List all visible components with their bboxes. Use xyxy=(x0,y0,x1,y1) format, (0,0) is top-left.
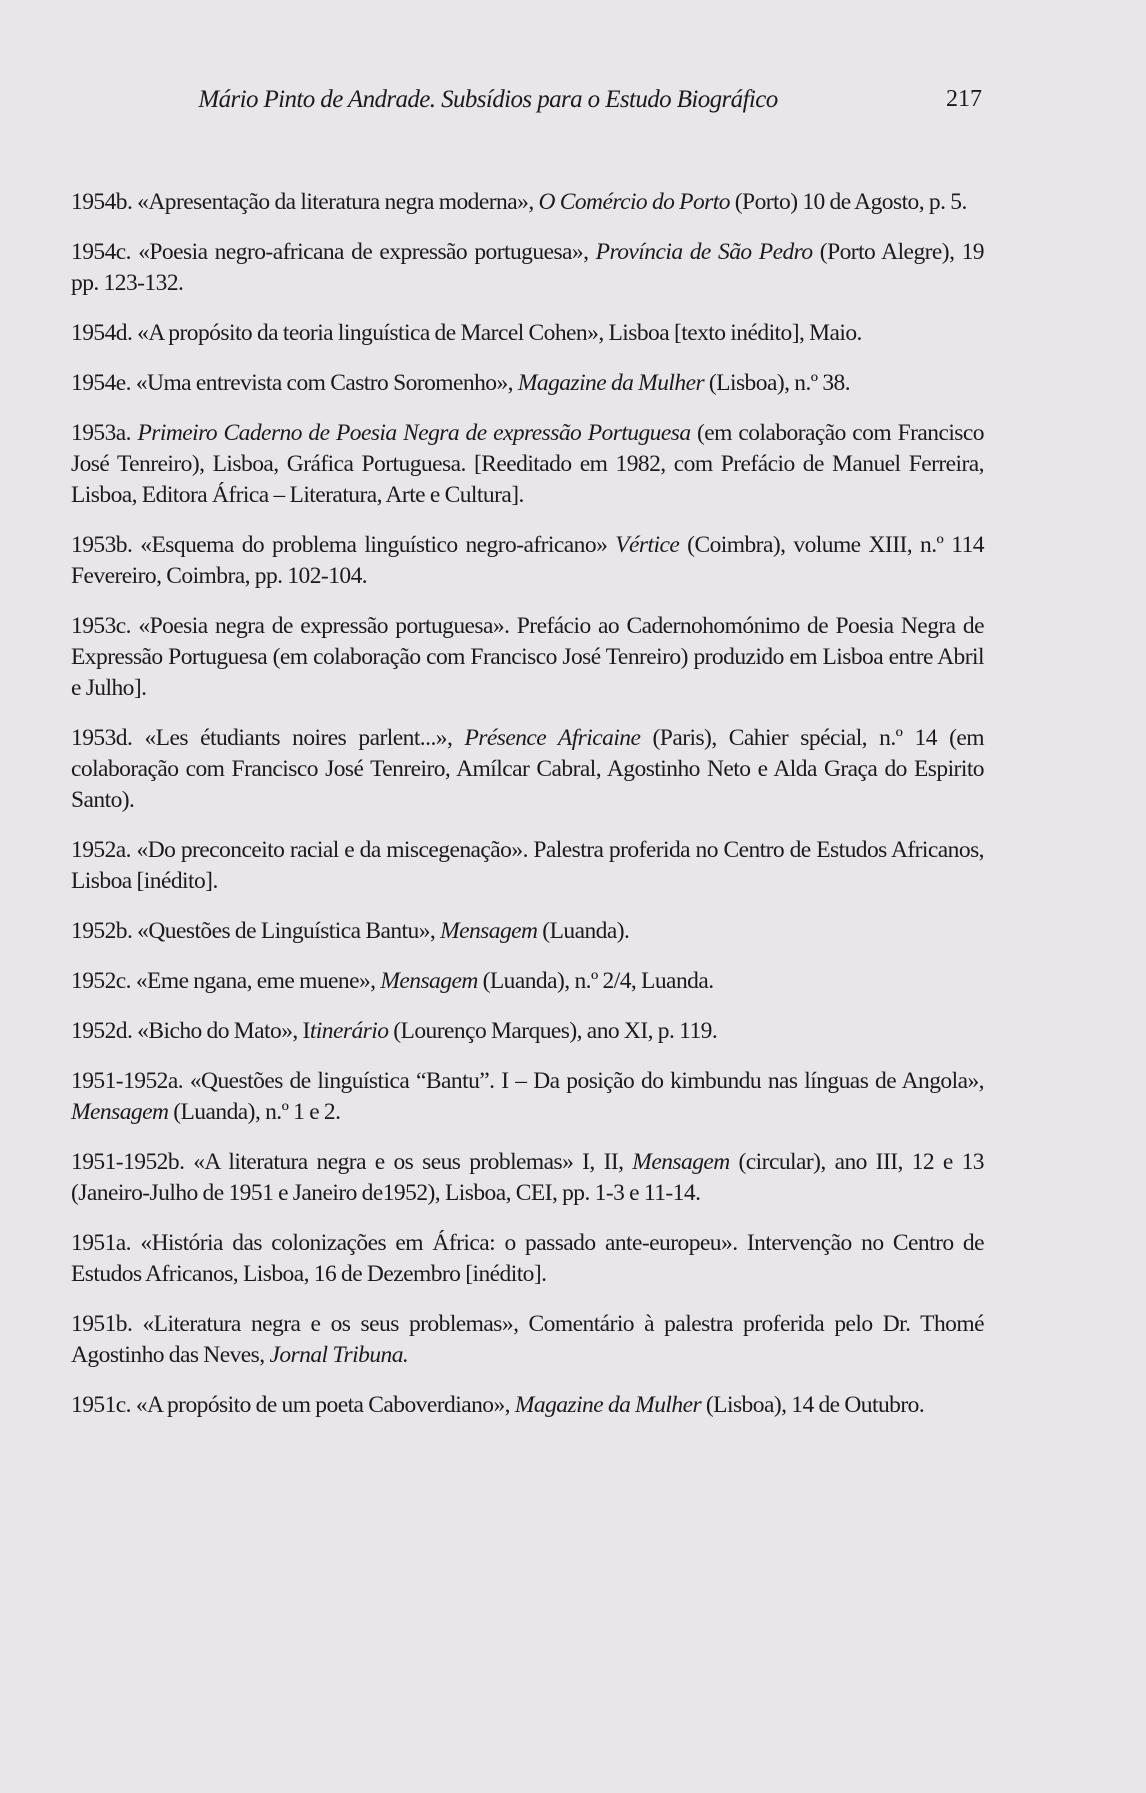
bibliography-entry xyxy=(71,966,984,997)
entry-text: 1952c. «Eme ngana, eme muene», xyxy=(71,968,381,994)
entry-text: 1951-1952b. «A literatura negra e os seus problemas» I, II, xyxy=(71,1149,633,1175)
entry-title-italic: Magazine da Mulher xyxy=(517,370,705,396)
entry-text: 1954b. «Apresentação da literatura negra moderna», xyxy=(71,189,539,215)
entry-text: (Lisboa), 14 de Outubro. xyxy=(701,1392,925,1418)
entry-title-italic: Mensagem xyxy=(380,968,478,994)
entry-text: 1951-1952a. «Questões de linguística “Bantu”. I – Da posição do kimbundu nas línguas de Angola», xyxy=(71,1068,984,1094)
entry-text: (em colaboração com Francisco José Tenreiro), Lisboa, Gráfica Portuguesa. [Reeditado em 1982, com Prefácio de Manuel Ferreira, Lisboa, Editora África – Literatura, Arte e Cultura]. xyxy=(71,420,984,508)
bibliography-entry xyxy=(71,1147,984,1209)
bibliography-entry xyxy=(71,1066,984,1128)
bibliography-entry xyxy=(71,611,984,704)
entry-text: 1952a. «Do preconceito racial e da miscegenação». Palestra proferida no Centro de Estudos Africanos, Lisboa [inédito]. xyxy=(71,837,984,894)
entry-text: 1953c. «Poesia negra de expressão portuguesa». Prefácio ao Cadernohomónimo de Poesia Negra de Expressão Portuguesa (em colaboração com Francisco José Tenreiro) produzido em Lisboa entre Abril e Julho]. xyxy=(71,613,984,701)
bibliography-entry xyxy=(71,723,984,816)
bibliography-entry xyxy=(71,916,984,947)
entry-text: (Porto Alegre), 19 pp. 123-132. xyxy=(71,239,984,296)
entry-title-italic: Vértice xyxy=(615,532,680,558)
running-header xyxy=(70,86,986,122)
entry-text: (Lisboa), n.º 38. xyxy=(704,370,851,396)
entry-text: (Lourenço Marques), ano XI, p. 119. xyxy=(388,1018,718,1044)
entry-text: 1954e. «Uma entrevista com Castro Soromenho», xyxy=(71,370,518,396)
entry-title-italic: tinerário xyxy=(309,1018,389,1044)
running-title: Mário Pinto de Andrade. Subsídios para o Estudo Biográfico xyxy=(198,86,778,113)
entry-title-italic: Primeiro Caderno de Poesia Negra de expressão Portuguesa xyxy=(137,420,691,446)
entry-text: 1953d. «Les étudiants noires parlent...», xyxy=(71,725,465,751)
bibliography-entry xyxy=(71,1228,984,1290)
entry-text: 1953a. xyxy=(71,420,138,446)
bibliography-entry xyxy=(71,368,984,399)
bibliography-entry xyxy=(71,1016,984,1047)
bibliography-entry xyxy=(71,187,984,218)
entry-text: 1953b. «Esquema do problema linguístico negro-africano» xyxy=(71,532,616,558)
entry-text: 1952d. «Bicho do Mato», I xyxy=(71,1018,310,1044)
entry-title-italic: Présence Africaine xyxy=(464,725,641,751)
bibliography-entry xyxy=(71,530,984,592)
entry-text: 1951c. «A propósito de um poeta Caboverdiano», xyxy=(71,1392,515,1418)
bibliography-entry xyxy=(71,237,984,299)
bibliography-entry xyxy=(71,418,984,511)
entry-text: (Coimbra), volume XIII, n.º 114 Fevereiro, Coimbra, pp. 102-104. xyxy=(71,532,984,589)
entry-title-italic: Mensagem xyxy=(440,918,538,944)
entry-text: 1954d. «A propósito da teoria linguística de Marcel Cohen», Lisboa [texto inédito], Maio. xyxy=(71,320,862,346)
entry-text: (Luanda), n.º 1 e 2. xyxy=(168,1099,341,1125)
bibliography-entry xyxy=(71,1309,984,1371)
entry-text: 1954c. «Poesia negro-africana de expressão portuguesa», xyxy=(71,239,596,265)
entry-title-italic: O Comércio do Porto xyxy=(538,189,730,215)
entry-text: (Luanda), n.º 2/4, Luanda. xyxy=(477,968,714,994)
page-number: 217 xyxy=(946,86,982,112)
entry-title-italic: Jornal Tribuna. xyxy=(269,1342,409,1368)
bibliography-entry xyxy=(71,318,984,349)
bibliography-entry xyxy=(71,835,984,897)
entry-title-italic: Província de São Pedro xyxy=(595,239,813,265)
bibliography-entry xyxy=(71,1390,984,1421)
entry-text: (Porto) 10 de Agosto, p. 5. xyxy=(729,189,967,215)
entry-text: 1951a. «História das colonizações em África: o passado ante-europeu». Intervenção no Centro de Estudos Africanos, Lisboa, 16 de Dezembro [inédito]. xyxy=(71,1230,984,1287)
entry-title-italic: Mensagem xyxy=(632,1149,730,1175)
entry-text: (Paris), Cahier spécial, n.º 14 (em colaboração com Francisco José Tenreiro, Amílcar Cabral, Agostinho Neto e Alda Graça do Espirito Santo). xyxy=(71,725,984,813)
entry-text: 1951b. «Literatura negra e os seus problemas», Comentário à palestra proferida pelo Dr. Thomé Agostinho das Neves, xyxy=(71,1311,984,1368)
bibliography-list xyxy=(71,187,984,1440)
entry-text: 1952b. «Questões de Linguística Bantu», xyxy=(71,918,441,944)
entry-title-italic: Magazine da Mulher xyxy=(514,1392,702,1418)
entry-text: (Luanda). xyxy=(537,918,630,944)
entry-title-italic: Mensagem xyxy=(71,1099,169,1125)
entry-text: (circular), ano III, 12 e 13 (Janeiro-Julho de 1951 e Janeiro de1952), Lisboa, CEI, pp. 1-3 e 11-14. xyxy=(71,1149,984,1206)
